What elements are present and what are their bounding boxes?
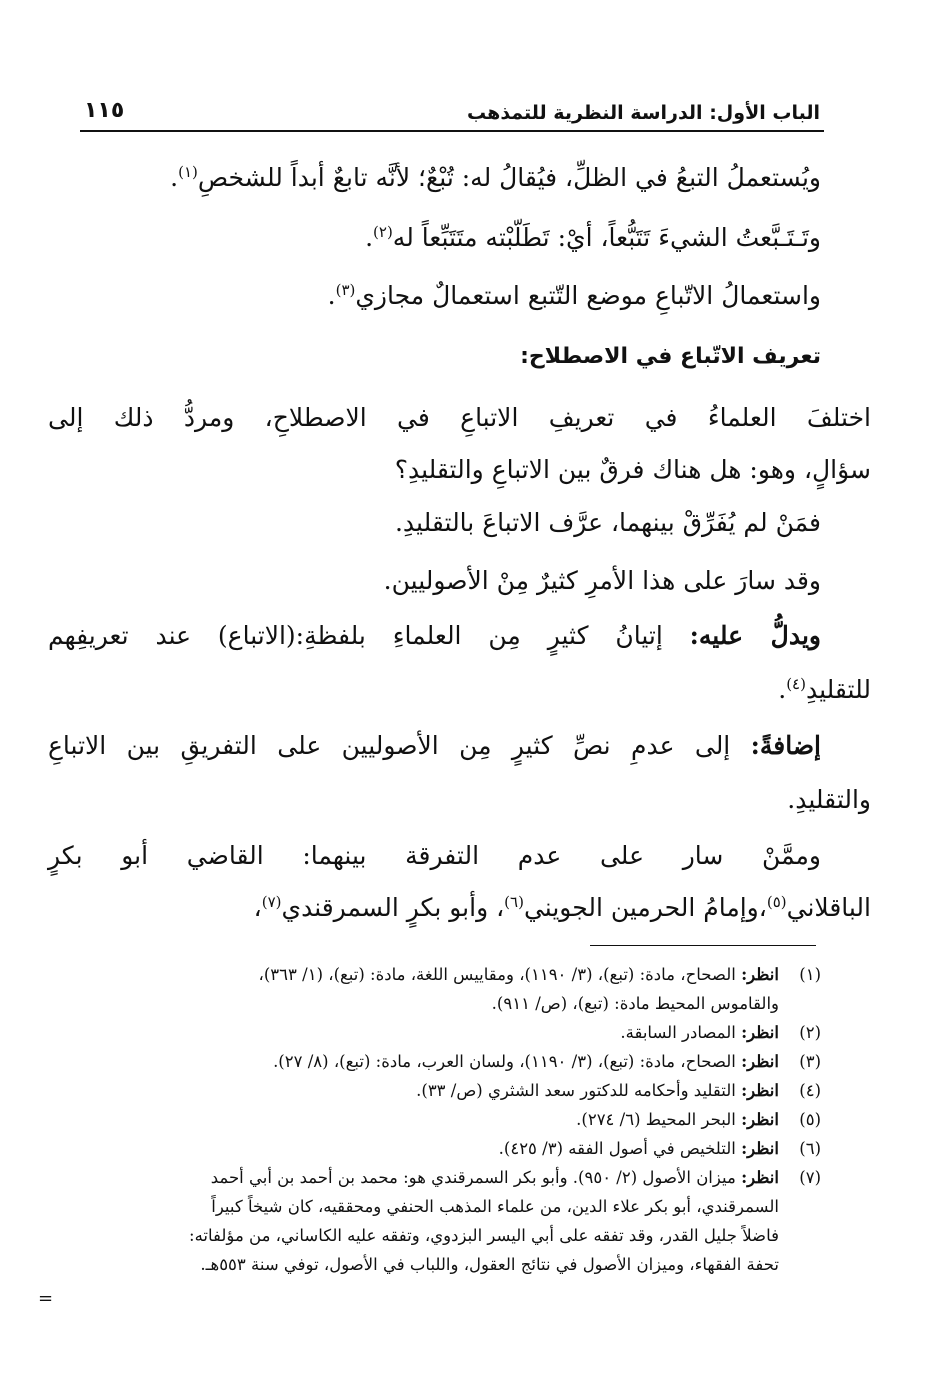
- section-heading: تعريف الاتّباع في الاصطلاح:: [520, 344, 821, 369]
- footnote-item: [70, 1134, 821, 1163]
- page-number: ١١٥: [84, 98, 125, 123]
- footnote-line: [70, 1192, 779, 1221]
- paragraph-9-samarqandi: ، وأبو بكرٍ السمرقندي: [281, 893, 505, 922]
- footnote-text: الصحاح، مادة: (تبع)، (٣/ ١١٩٠)، ومقاييس اللغة، مادة: (تبع)، (١/ ٣٦٣)،: [258, 965, 736, 984]
- paragraph-1-end: .: [170, 163, 179, 192]
- paragraph-9-line-1: وممَّنْ سار على عدم التفرقة بينهما: القاضي أبو بكرٍ: [48, 841, 821, 870]
- footnote-body: [70, 1076, 779, 1105]
- footnote-line: [70, 1134, 779, 1163]
- paragraph-8-line-1: [48, 718, 821, 774]
- footnote-item: [70, 960, 821, 1018]
- footnote-text: التقليد وأحكامه للدكتور سعد الشثري (ص/ ٣٣).: [416, 1081, 736, 1100]
- paragraph-9-baqillani: الباقلاني: [786, 893, 871, 922]
- footnote-text: فاضلاً جليل القدر، وقد تفقه على أبي اليسر البزدوي، وتفقه عليه الكاساني، من مؤلفاته:: [189, 1226, 779, 1245]
- paragraph-3-text: واستعمالُ الاتّباعِ موضع التّتبع استعمالٌ مجازي: [355, 281, 821, 310]
- footnote-text: تحفة الفقهاء، وميزان الأصول في نتائج العقول، واللباب في الأصول، توفي سنة ٥٥٣هـ.: [200, 1255, 779, 1274]
- footnote-text: البحر المحيط (٦/ ٢٧٤).: [576, 1110, 736, 1129]
- paragraph-2-end: .: [365, 223, 374, 252]
- main-text: [48, 150, 871, 922]
- paragraph-1-text: ويُستعملُ التبعُ في الظلِّ، فيُقالُ له: تُبْعٌ؛ لأنَّه تابعٌ أبداً للشخصِ: [197, 163, 821, 192]
- footnote-number: (٣): [799, 1052, 821, 1071]
- footnote-ref-5[interactable]: (٥): [766, 893, 787, 911]
- paragraph-8-line-2: والتقليدِ.: [787, 785, 871, 814]
- footnote-lead: انظر:: [741, 965, 779, 984]
- paragraph-9-end: ،: [253, 893, 262, 922]
- footnote-item: [70, 1018, 821, 1047]
- footnote-number: (٦): [799, 1139, 821, 1158]
- footnote-body: [70, 960, 779, 1018]
- footnote-divider: [590, 945, 816, 946]
- footnote-ref-2[interactable]: (٢): [373, 223, 393, 241]
- page-header: [80, 96, 824, 132]
- footnote-line: [70, 1250, 779, 1279]
- footnote-lead: انظر:: [741, 1023, 779, 1042]
- footnote-body: [70, 1047, 779, 1076]
- paragraph-2: [365, 210, 821, 266]
- footnote-ref-3[interactable]: (٣): [335, 281, 356, 299]
- footnote-number: (١): [799, 965, 821, 984]
- paragraph-5: فمَنْ لم يُفَرِّقْ بينهما، عرَّف الاتباعَ بالتقليدِ.: [394, 508, 821, 537]
- paragraph-7-line-1-text: إتيانُ كثيرٍ مِن العلماءِ بلفظةِ:(الاتباع) عند تعريفِهم: [48, 621, 690, 650]
- paragraph-4-line-1: اختلفَ العلماءُ في تعريفِ الاتباعِ في الاصطلاحِ، ومردُّ ذلك إلى: [48, 403, 871, 432]
- footnote-lead: انظر:: [741, 1110, 779, 1129]
- paragraph-3-end: .: [327, 281, 336, 310]
- footnote-item: [70, 1047, 821, 1076]
- footnote-ref-6[interactable]: (٦): [504, 893, 524, 911]
- paragraph-7-line-2-text: للتقليدِ: [805, 675, 871, 704]
- footnote-line: [70, 1221, 779, 1250]
- continuation-mark: =: [38, 1288, 54, 1309]
- paragraph-8-line-1-text: إلى عدمِ نصِّ كثيرٍ مِن الأصوليين على التفريقِ بين الاتباعِ: [48, 731, 751, 760]
- footnote-item: [70, 1105, 821, 1134]
- footnote-number: (٧): [799, 1168, 821, 1187]
- footnote-number: (٤): [799, 1081, 821, 1100]
- footnote-body: [70, 1163, 779, 1279]
- footnote-lead: انظر:: [741, 1168, 779, 1187]
- footnote-body: [70, 1134, 779, 1163]
- footnote-line: [70, 1105, 779, 1134]
- footnote-ref-7[interactable]: (٧): [261, 893, 282, 911]
- paragraph-6: وقد سارَ على هذا الأمرِ كثيرٌ مِنْ الأصوليين.: [383, 566, 821, 595]
- footnote-line: [70, 960, 779, 989]
- paragraph-8-lead: إضافةً:: [750, 731, 821, 760]
- footnote-lead: انظر:: [741, 1139, 779, 1158]
- footnote-item: [70, 1076, 821, 1105]
- paragraph-7-line-2: [778, 662, 871, 718]
- footnote-text: المصادر السابقة.: [620, 1023, 736, 1042]
- footnote-line: [70, 989, 779, 1018]
- paragraph-2-text: وتَـتَـبَّعتُ الشيءَ تَتَبُّعاً، أيْ: تَطَلّبْته متَتَبِّعاً له: [392, 223, 821, 252]
- footnote-text: التلخيص في أصول الفقه (٣/ ٤٢٥).: [498, 1139, 736, 1158]
- footnote-lead: انظر:: [741, 1052, 779, 1071]
- paragraph-3: [328, 268, 821, 324]
- footnote-line: [70, 1076, 779, 1105]
- paragraph-7-line-1: [48, 608, 821, 664]
- footnote-line: [70, 1163, 779, 1192]
- footnote-line: [70, 1018, 779, 1047]
- paragraph-9-juwayni: ،وإمامُ الحرمين الجويني: [523, 893, 767, 922]
- footnote-number: (٢): [799, 1023, 821, 1042]
- chapter-title: الباب الأول: الدراسة النظرية للتمذهب: [467, 102, 820, 124]
- paragraph-4-line-2: سؤالٍ، وهو: هل هناك فرقٌ بين الاتباعِ والتقليدِ؟: [394, 455, 871, 484]
- footnote-line: [70, 1047, 779, 1076]
- footnote-text: السمرقندي، أبو بكر علاء الدين، من علماء المذهب الحنفي ومحققيه، كان شيخاً كبيراً: [211, 1197, 779, 1216]
- footnote-body: [70, 1018, 779, 1047]
- footnote-text: والقاموس المحيط مادة: (تبع)، (ص/ ٩١١).: [491, 994, 779, 1013]
- footnote-number: (٥): [799, 1110, 821, 1129]
- footnotes-section: [70, 960, 821, 1279]
- paragraph-7-end: .: [778, 675, 787, 704]
- paragraph-7-lead: ويدلُّ عليه:: [689, 621, 821, 650]
- footnote-lead: انظر:: [741, 1081, 779, 1100]
- footnote-text: ميزان الأصول (٢/ ٩٥٠). وأبو بكر السمرقندي هو: محمد بن أحمد بن أبي أحمد: [210, 1168, 736, 1187]
- footnote-item: [70, 1163, 821, 1279]
- footnote-ref-1[interactable]: (١): [178, 163, 198, 181]
- footnote-body: [70, 1105, 779, 1134]
- paragraph-1: [170, 150, 821, 206]
- footnote-text: الصحاح، مادة: (تبع)، (٣/ ١١٩٠)، ولسان العرب، مادة: (تبع)، (٨/ ٢٧).: [273, 1052, 736, 1071]
- footnote-ref-4[interactable]: (٤): [786, 675, 806, 693]
- paragraph-9-line-2: [254, 880, 871, 936]
